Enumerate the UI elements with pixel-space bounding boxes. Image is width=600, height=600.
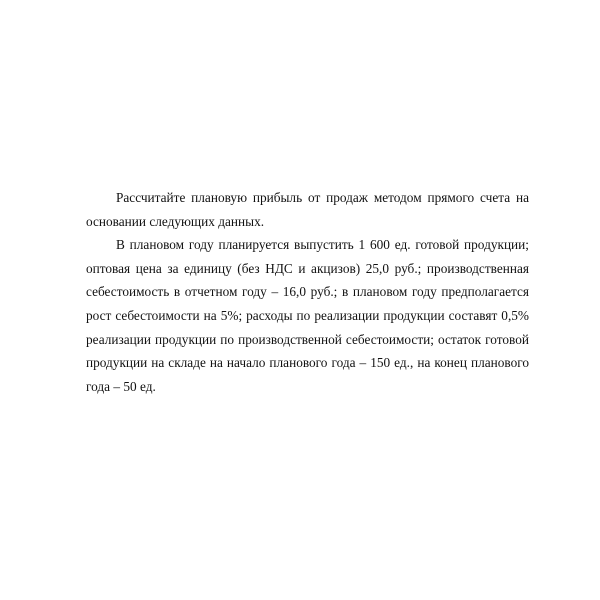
document-page — [86, 186, 529, 398]
task-paragraph: Рассчитайте плановую прибыль от продаж методом прямого счета на основании следующих данных. — [86, 190, 529, 229]
data-paragraph: В плановом году планируется выпустить 1 600 ед. готовой продукции; оптовая цена за единицу (без НДС и акцизов) 25,0 руб.; производственная себестоимость в отчетном году – 16,0 руб.; в плановом году предполагается рост себестоимости на 5%; расходы по реализации продукции составят 0,5% реализации продукции по производственной себестоимости; остаток готовой продукции на складе на начало планового года – 150 ед., на конец планового года – 50 ед. — [86, 237, 529, 394]
